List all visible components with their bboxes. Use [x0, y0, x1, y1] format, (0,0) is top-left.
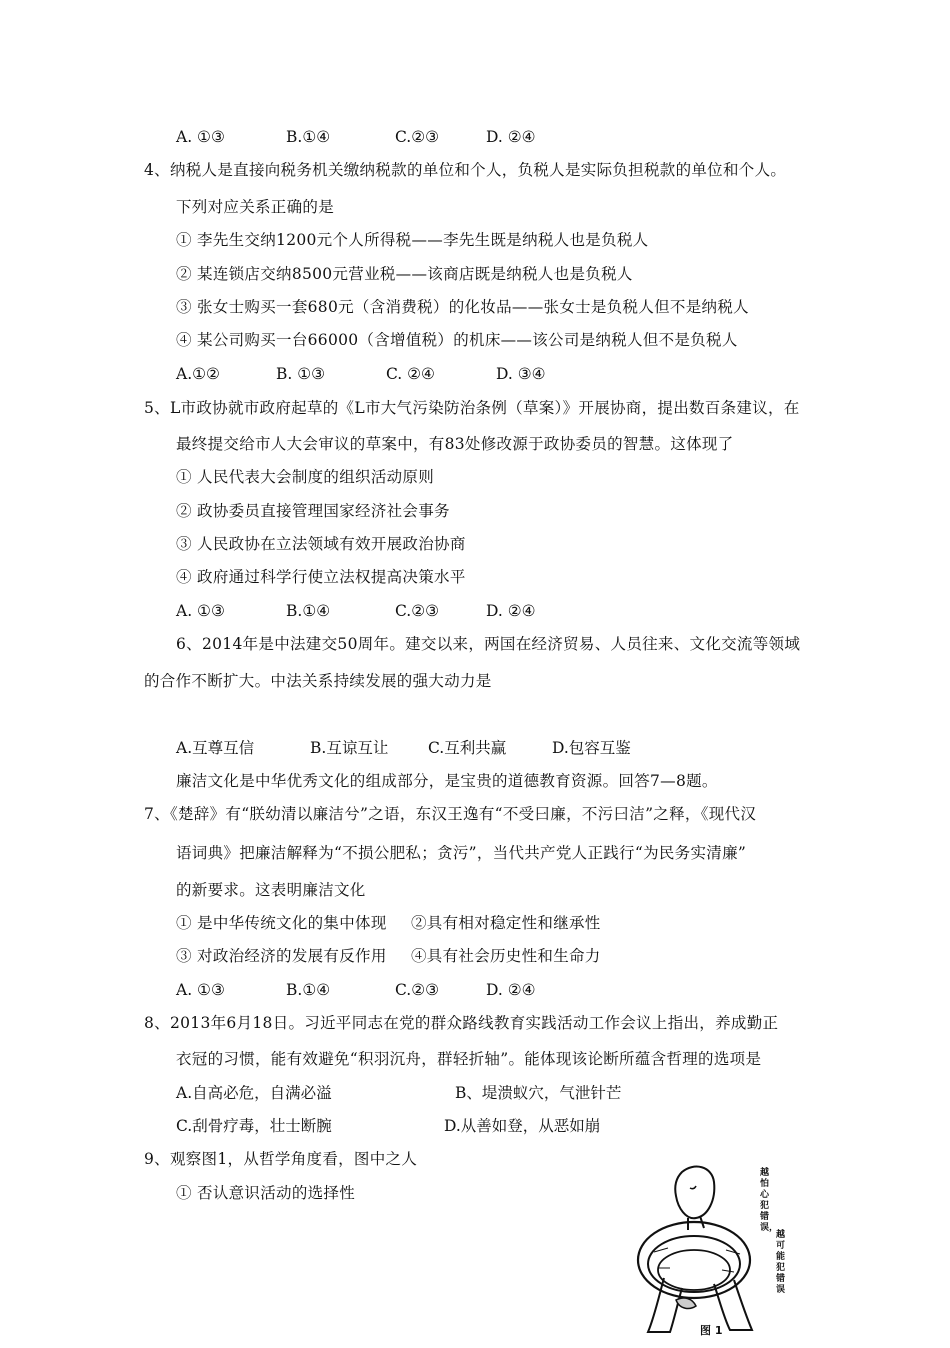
q4-item-1: ① 李先生交纳1200元个人所得税——李先生既是纳税人也是负税人 [176, 231, 649, 249]
q7-stem-line3: 的新要求。这表明廉洁文化 [176, 881, 366, 899]
q4-item-4: ④ 某公司购买一台66000（含增值税）的机床——该公司是纳税人但不是负税人 [176, 331, 738, 349]
q7-item-2: ②具有相对稳定性和继承性 [411, 914, 601, 932]
q6-stem-line2: 的合作不断扩大。中法关系持续发展的强大动力是 [144, 672, 492, 690]
q7-stem-line2: 语词典》把廉洁解释为“不损公肥私；贪污”，当代共产党人正践行“为民务实清廉” [176, 844, 747, 862]
q5-option-d: D. ②④ [486, 602, 536, 620]
q8-option-c: C.刮骨疗毒，壮士断腕 [176, 1117, 332, 1135]
figure-1-caption: 图 1 [700, 1324, 723, 1337]
q4-option-b: B. ①③ [276, 365, 326, 383]
q4-item-3: ③ 张女士购买一套680元（含消费税）的化妆品——张女士是负税人但不是纳税人 [176, 298, 749, 316]
q3-option-a: A. ①③ [176, 128, 225, 146]
figure-side-text-2: 越可能犯错误 [776, 1230, 786, 1295]
q9-stem-line1: 9、观察图1，从哲学角度看，图中之人 [144, 1150, 418, 1168]
q6-option-d: D.包容互鉴 [552, 739, 631, 757]
q4-option-d: D. ③④ [496, 365, 546, 383]
q5-option-b: B.①④ [286, 602, 331, 620]
q8-option-b: B、堤溃蚁穴，气泄针芒 [455, 1084, 622, 1102]
q7-option-c: C.②③ [395, 981, 440, 999]
q4-option-a: A.①② [176, 365, 220, 383]
q8-stem-line2: 衣冠的习惯，能有效避免“积羽沉舟，群轻折轴”。能体现该论断所蕴含哲理的选项是 [176, 1050, 762, 1068]
q8-option-d: D.从善如登，从恶如崩 [444, 1117, 601, 1135]
q7-item-1: ① 是中华传统文化的集中体现 [176, 914, 387, 932]
q5-item-4: ④ 政府通过科学行使立法权提高决策水平 [176, 568, 466, 586]
q5-option-c: C.②③ [395, 602, 440, 620]
q6-stem-line1: 6、2014年是中法建交50周年。建交以来，两国在经济贸易、人员往来、文化交流等领域 [176, 635, 801, 653]
q5-stem-line1: 5、L市政协就市政府起草的《L市大气污染防治条例（草案）》开展协商，提出数百条建议，在 [144, 399, 800, 417]
q5-item-1: ① 人民代表大会制度的组织活动原则 [176, 468, 435, 486]
q7-item-3: ③ 对政治经济的发展有反作用 [176, 947, 387, 965]
q7-stem-line1: 7、《楚辞》有“朕幼清以廉洁兮”之语，东汉王逸有“不受曰廉，不污曰洁”之释，《现代汉 [144, 805, 757, 823]
q8-stem-line1: 8、2013年6月18日。习近平同志在党的群众路线教育实践活动工作会议上指出，养成勤正 [144, 1014, 779, 1032]
q3-option-d: D. ②④ [486, 128, 536, 146]
q4-stem-line1: 4、纳税人是直接向税务机关缴纳税款的单位和个人，负税人是实际负担税款的单位和个人。 [144, 161, 787, 179]
q4-item-2: ② 某连锁店交纳8500元营业税——该商店既是纳税人也是负税人 [176, 265, 633, 283]
intro-q7-q8: 廉洁文化是中华优秀文化的组成部分，是宝贵的道德教育资源。回答7—8题。 [176, 772, 718, 790]
q6-option-b: B.互谅互让 [310, 739, 389, 757]
q7-item-4: ④具有社会历史性和生命力 [411, 947, 601, 965]
q5-item-2: ② 政协委员直接管理国家经济社会事务 [176, 502, 450, 520]
q7-option-a: A. ①③ [176, 981, 225, 999]
q3-option-b: B.①④ [286, 128, 331, 146]
q3-option-c: C.②③ [395, 128, 440, 146]
q7-option-b: B.①④ [286, 981, 331, 999]
q9-item-1: ① 否认意识活动的选择性 [176, 1184, 356, 1202]
q5-item-3: ③ 人民政协在立法领域有效开展政治协商 [176, 535, 466, 553]
q8-option-a: A.自高必危，自满必溢 [176, 1084, 332, 1102]
q6-option-c: C.互利共赢 [428, 739, 507, 757]
q7-option-d: D. ②④ [486, 981, 536, 999]
q4-stem-line2: 下列对应关系正确的是 [176, 198, 335, 216]
q4-option-c: C. ②④ [386, 365, 435, 383]
figure-side-text-1: 越怕心犯错误， [760, 1168, 779, 1233]
q6-option-a: A.互尊互信 [176, 739, 255, 757]
figure-1-cartoon [634, 1160, 794, 1344]
q5-stem-line2: 最终提交给市人大会审议的草案中，有83处修改源于政协委员的智慧。这体现了 [176, 435, 734, 453]
q5-option-a: A. ①③ [176, 602, 225, 620]
